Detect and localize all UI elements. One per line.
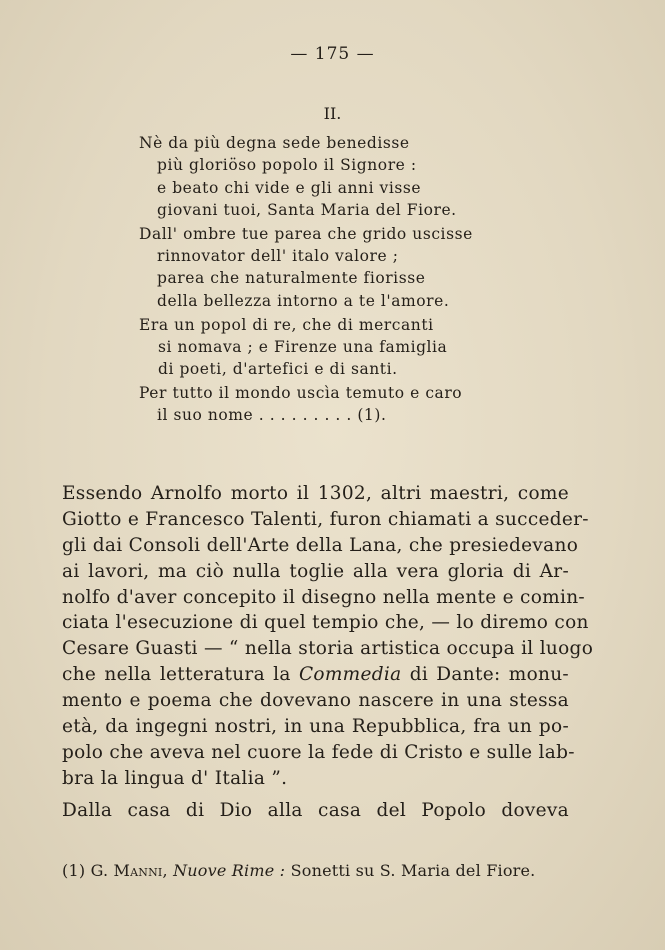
text-segment: che nella letteratura la (62, 664, 299, 686)
poem-stanza (139, 382, 499, 427)
text-line: Giotto e Francesco Talenti, furon chiamati a succeder- (62, 508, 589, 530)
text-line: mento e poema che dovevano nascere in una stessa (62, 690, 569, 712)
poem-stanza (139, 132, 499, 221)
poem-line: più gloriöso popolo il Signore : (157, 156, 417, 175)
text-line: ciata l'esecuzione di quel tempio che, — lo diremo con (62, 612, 589, 634)
poem-line: giovani tuoi, Santa Maria del Fiore. (157, 200, 457, 219)
footnote-author: G. Manni, (90, 861, 168, 880)
poem-line: il suo nome . . . . . . . . . (1). (157, 406, 387, 425)
poem-line: Per tutto il mondo uscìa temuto e caro (139, 384, 463, 403)
footnote-title: Nuove Rime : (173, 861, 286, 880)
footnote (62, 861, 582, 880)
text-line: ai lavori, ma ciò nulla toglie alla vera gloria di Ar- (62, 560, 569, 582)
poem-line: Dall' ombre tue parea che grido uscisse (139, 224, 473, 243)
text-line: Cesare Guasti — “ nella storia artistica occupa il luogo (62, 638, 594, 660)
poem-line: Nè da più degna sede benedisse (139, 134, 410, 152)
text-line: nolfo d'aver concepito il disegno nella mente e comin- (62, 586, 585, 608)
poem-line: Era un popol di re, che di mercanti (139, 315, 434, 334)
text-line (62, 662, 569, 688)
body-text (62, 481, 594, 824)
paragraph (62, 798, 569, 824)
poem-line: rinnovator dell' italo valore ; (157, 247, 399, 266)
text-line: età, da ingegni nostri, in una Repubblica, fra un po- (62, 716, 569, 738)
section-heading: II. (323, 104, 342, 123)
text-line: Dalla casa di Dio alla casa del Popolo doveva (62, 799, 569, 821)
text-line: polo che aveva nel cuore la fede di Cristo e sulle lab- (62, 741, 575, 763)
text-line: gli dai Consoli dell'Arte della Lana, che presiedevano (62, 534, 579, 556)
paragraph (62, 481, 594, 792)
poem-line: parea che naturalmente fiorisse (157, 269, 426, 288)
poem-stanza (139, 223, 499, 312)
page-number: — 175 — (290, 44, 375, 64)
poem-stanza (139, 314, 499, 381)
poem (139, 132, 499, 427)
text-segment: di Dante: monu- (401, 664, 569, 686)
poem-line: si nomava ; e Firenze una famiglia (158, 337, 448, 356)
text-line: bra la lingua d' Italia ”. (62, 767, 288, 789)
footnote-marker: (1) (62, 861, 86, 880)
footnote-text: Sonetti su S. Maria del Fiore. (290, 861, 536, 880)
text-line: Essendo Arnolfo morto il 1302, altri maestri, come (62, 483, 569, 504)
poem-line: di poeti, d'artefici e di santi. (158, 360, 398, 379)
poem-line: della bellezza intorno a te l'amore. (157, 291, 450, 310)
work-title: Commedia (298, 664, 402, 686)
poem-line: e beato chi vide e gli anni visse (157, 178, 422, 197)
